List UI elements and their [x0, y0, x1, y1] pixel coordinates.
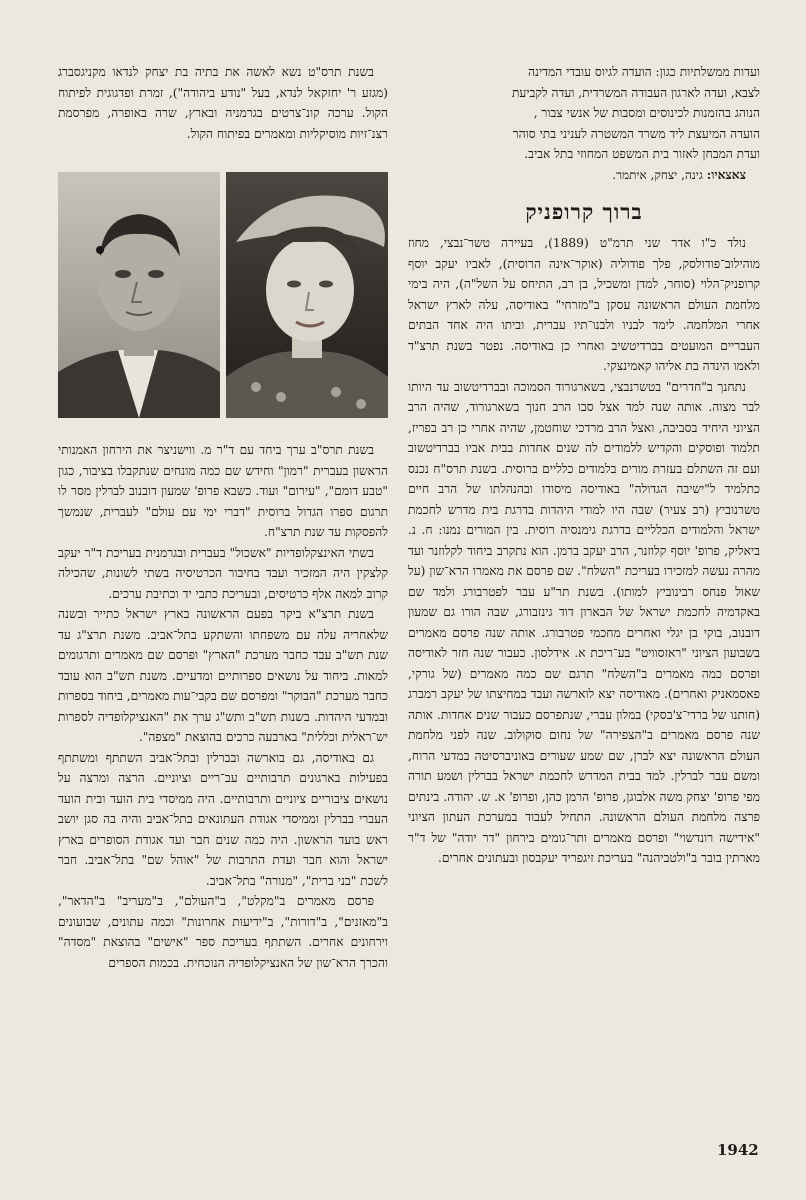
intro-line: לצבא, ועדה לארגון העבודה המשרדית, ועדה לקביעת [511, 85, 760, 100]
intro-line: הועדה המיעצת ליד משרד המשטרה לעניני בתי סוהר [512, 126, 760, 141]
paragraph: בשתי האינצקלופדיות "אשכול" בעברית ובגרמנית בעריכת ד"ר יעקב קלצקין היה המזכיר ועבד בחיבור הכרטיסיה בשתי לשונות, שהכילה קרוב למאה אלף כרטיסים, ובעריכת כתבי יד וכתיבת ערכים. [58, 545, 388, 601]
portrait-man-photo [58, 172, 220, 418]
paragraph: פרסם מאמרים ב"מקלט", ב"העולם", ב"מעריב" ב"הדאר", ב"מאזנים", ב"דורות", ב"ידיעות אחרונות" וכמה עתונים, שבועונים וירחונים אחרים. השתתף בעריכת ספר "אישים" בהוצאת "מסדה" והכרך הרא־שון של האנציקלופדיה הנוכחית. בכמות הספרים [58, 894, 388, 970]
paragraph: בשנת תרצ"א ביקר בפעם הראשונה בארץ ישראל כתייר ובשנה שלאחריה עלה עם משפחתו והשתקע בתל־אביב. משנת תרצ"ג עד שנת תש"ב עבד כחבר מערכת "הארץ" ופרסם שם מאמרים ותרגומים למאות. ביחוד על נושאים ספרותיים ומדעיים. משנת תש"ב הוא עובד כחבר מערכת "הבוקר" ומפרסם שם בקבי־עות מאמרים, ביחוד בספרות ובמדעי היהדות. בשנות תש"ב ותש"ג ערך את "האנציקלופדיה לספרות יש־ראלית וכללית" בארבעה כרכים בהוצאת "מצפה". [58, 607, 388, 744]
descendants-line [408, 165, 760, 186]
paragraph: נתחנך ב"חדרים" בטשרנבצי, בשארגורוד הסמוכה ובברדיטשוב עד היותו לבר מצוה. אותה שנה למד אצל סבו הרב חנוך בשארגורוד, שהיה הרב הציוני היחיד בסביבה, ואצל הרב מרדכי שוחטמן, שהיה אחרי כן רב בפריז, תלמוד ופוסקים והקדיש ללמודים לה שנים אחדות בבית אביו בברדיטשוב ועם זה השתלם בעזרת מורים בלמודים כלליים ברוסית. בשנת תרס"ח נכנס כתלמיד ל"ישיבה הגדולה" באודיסה מיסודו ובהנהלתו של הרב חיים טשרנוביץ (רב צעיר) שבה היו למודי היהדות בדרגת בית מדרש לחכמת ישראל והלמודים הכלליים בדרגת גימנסיה רוסית. בין המורים נמנו: ח. נ. ביאליק, פרופ' יוסף קלוזנר, הרב יעקב ברמן. הוא נתקרב ביחוד לקלוזנר ועד מהרה נעשה למזכירו בעריכת "השלח". שם פרסם את מאמרו הרא־שון (על שאול פנחס רבינוביץ למותו). בשנת תר"ע עבר לפטרבורג ולמד שם באקדמיה לחכמת ישראל של הבארון דוד גינזבורג, שבה הורו גם שמעון דובנוב, בוקי בן יגלי ואחרים מחכמי פטרבורג. אותה שנה פרסם מאמרים בשבועון הציוני "ראזסוויט" בע־ריכת א. אידלסון. כעבור שנה חזר לאודיסה ופרסם כמה מאמרים ב"השלח" תרגם שם כמה מאמרים (של גורקי, פאסמאניק ואחרים). מאודיסה יצא לוארשה ועבד במחיצתו של יעקב רמברג (חותנו של ברדי־צ'בסקי) במלון עברי, שנתפרסם כעבור שנים אחדות. אותה שנה פרסם מאמרים ב"הצפירה" של נחום סוקולוב. שנה לפני מלחמת העולם הראשונה יצא לברן, שם שמע שעורים באוניברסיטה במדעי הרוח, ומשם עבר לברלין. למד בבית המדרש לחכמת ישראל בברלין ושמע תורה מפי פרופ' יצחק משה אלבוגן, פרופ' הרמן כהן, ופרופ' א. ש. יהודה. בינתים פרצה מלחמת העולם הראשונה. התחיל לעבוד במערכת העתון הציוני "אידישה רונדשוי" ופרסם מאמרים ותר־גומים בירחון "דר יודה" של ד"ר מארתין בובר ב"ולטביהנה" בעריכת זיגפריד יעקבסון ובעתונים אחרים. [408, 379, 760, 865]
paragraph: בשנת תרס"ט נשא לאשה את בתיה בת יצחק לנדאו מקניגסברג (מגזע ר' יחזקאל לנדא, בעל "נודע ביהודה"), זמרת ופדגוגית לפיתוח הקול. ערכה קונ־צרטים בגרמניה ובארץ, שרה באופרה, מפרסמת רצנ־זיות מוסיקליות ומאמרים בפיתוח הקול. [58, 65, 388, 141]
right-column [408, 62, 760, 869]
left-column [58, 62, 388, 973]
section-title: ברוך קרופניק [525, 199, 643, 224]
intro-line: ועדות ממשלתיות כגון: הועדה לגיוס עובדי המדינה [527, 65, 760, 79]
portrait-photos [58, 172, 388, 418]
paragraph: נולד כ"ו אדר שני תרמ"ט (1889), בעיירה טשר־נבצי, מחוז מוהילוב־פודולסק, פלך פודוליה (אוקר־אינה הרוסית), לאביו יעקב יוסף קרופניק־הלוי (סוחר, למדן ומשכיל, בן רב, התיחס על השל"ה), היה בימי מלחמת העולם הראשונה עסקן ב"מזרחי" באודיסה, עלה לארץ ישראל אחרי המלחמה. לימד לבניו ולבנו־תיו עברית, וביתו היה אחד הבתים העבריים המועטים בברדיטשיב ואחרי כן באודיסה. נפטר בשנת תרצ"ד ולאמו הינדה בת אליהו קאמינצקי. [408, 236, 760, 373]
intro-line: ועדת המבחן לאזור בית המשפט המחוזי בתל אביב. [524, 147, 760, 161]
descendants-value: גינה, יצחק, איתמר. [612, 167, 703, 182]
paragraph: בשנת תרס"ב ערך ביחד עם ד"ר מ. ווישניצר את הירחון האמנותי הראשון בעברית "רמון" וחידש שם כמה מונחים שנתקבלו בציבור, כגון "טבע דומם", "עירום" ועוד. כשבא פרופ' שמעון דובנוב לברלין מסר לו תרגום ספרו הגדול ברוסית "דברי ימי עם עולם" לעברית, שנמשך להפסקות עד שנת תרצ"ח. [58, 443, 388, 539]
intro-line: הנוהג בהזמנות לכינוסים ומסבות של אנשי צבור , [533, 106, 760, 120]
page-number: 1942 [717, 1141, 759, 1159]
descendants-label: צאצאיו: [706, 167, 746, 182]
paragraph: גם באודיסה, גם בוארשה ובברלין ובתל־אביב השתתף ומשתתף בפעילות בארגונים תרבותיים עב־ריים וציוניים. הרצה ומרצה על נושאים ציבוריים ציוניים ותרבותיים. היה ממיסדי בית הועד ובית הועד העברי בברלין וממיסדי אגודת העתונאים בתל־אביב והיה בה סגן יושב ראש בועד הראשון. היה כמה שנים חבר ועד אגודת הסופרים בארץ ישראל והוא חבר ועדת התרבות של "אוהל שם" בתל־אביב. חבר לשכת "בני ברית", "מנורה" בתל־אביב. [58, 750, 388, 888]
portrait-woman-photo [226, 172, 388, 418]
